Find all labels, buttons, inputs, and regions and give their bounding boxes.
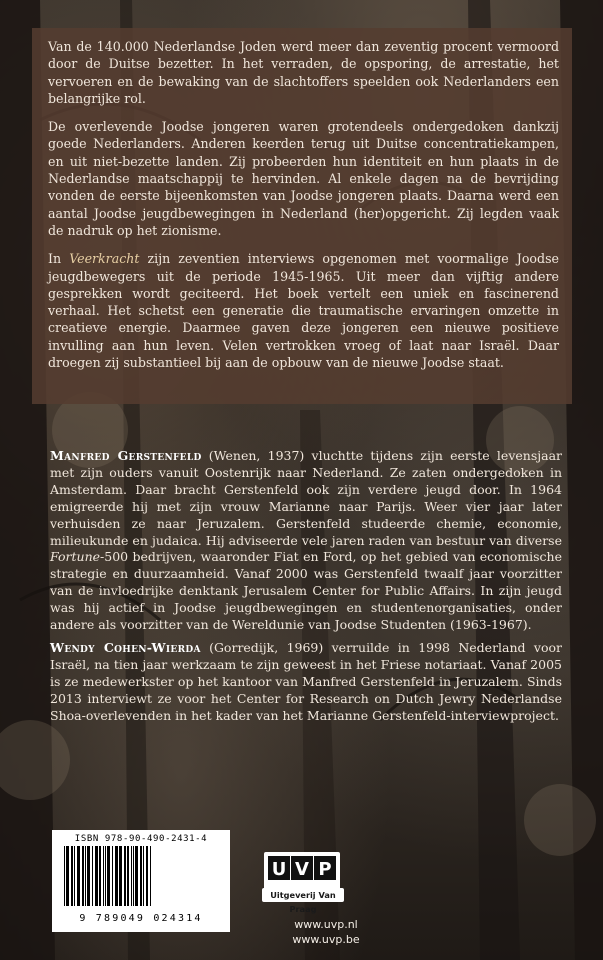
blurb-p3-prefix: In xyxy=(48,251,70,267)
author-bios xyxy=(50,448,562,731)
author-bio-1-text-b: -500 bedrijven, waaronder Fiat en Ford, op het gebied van economische strategie en duurzaamheid. Vanaf 2000 was Gerstenfeld twaalf jaar voorzitter van de invloedrijke denktank Jerusalem Center for Public Affairs. In zijn jeugd was hij actief in Joodse jeugdbewegingen en studentenorganisaties, onder andere als voorzitter van de Wereldunie van Joodse Studenten (1963-1967). xyxy=(50,549,562,633)
blurb-paragraph-2: De overlevende Joodse jongeren waren grotendeels ondergedoken dankzij goede Nederlanders. Anderen keerden terug uit Duitse concentratiekampen, en uit niet-bezette landen. Zij probeerden hun identiteit en hun plaats in de Nederlandse maatschappij te hervinden. Al enkele dagen na de bevrijding vonden de eerste bijeenkomsten van Joodse jongeren plaats. Daarna werd een aantal Joodse jeugdbewegingen in Nederland (her)opgericht. Zij legden vaak de nadruk op het zionisme. xyxy=(48,119,559,238)
author-bio-2 xyxy=(50,640,562,725)
barcode-bar xyxy=(77,846,80,906)
barcode-bar xyxy=(112,846,113,906)
barcode-bar xyxy=(95,846,98,906)
barcode-bar xyxy=(135,846,138,906)
isbn-label: ISBN 978-90-490-2431-4 xyxy=(74,834,208,844)
barcode-bar xyxy=(119,846,122,906)
url-nl[interactable]: www.uvp.nl xyxy=(294,918,358,931)
barcode-bar xyxy=(143,846,144,906)
barcode-bar xyxy=(131,846,132,906)
barcode-bar xyxy=(146,846,148,906)
barcode-bar xyxy=(82,846,84,906)
logo-letter-u: U xyxy=(271,859,287,880)
barcode-bar xyxy=(115,846,118,906)
barcode-bar xyxy=(150,846,151,906)
author-name-1: Manfred Gerstenfeld xyxy=(50,448,202,463)
barcode-bar xyxy=(107,846,110,906)
barcode-bar xyxy=(127,846,129,906)
blurb-paragraph-3 xyxy=(48,250,559,371)
blurb-p3-rest: zijn zeventien interviews opgenomen met voormalige Joodse jeugdbewegers uit de periode 1945-1965. Uit meer dan vijftig andere gesprekken wordt geciteerd. Het boek vertelt een uniek en fascinerend verhaal. Het schetst een generatie die traumatische ervaringen omzette in creatieve energie. Daarmee gaven deze jongeren een nieuwe positieve invulling aan hun leven. Velen vertrokken vroeg of laat naar Israël. Daar droegen zij substantieel bij aan de opbouw van de nieuwe Joodse staat. xyxy=(48,251,559,371)
logo-letter-v: V xyxy=(295,859,309,880)
barcode-digits: 9 789049 024314 xyxy=(79,913,203,924)
barcode-bar xyxy=(64,846,65,906)
barcode-bar xyxy=(133,846,134,906)
book-title: Veerkracht xyxy=(69,251,140,267)
author-bio-1-text-a: (Wenen, 1937) vluchtte tijdens zijn eerste levensjaar met zijn ouders vanuit Oostenrijk naar Nederland. Ze zaten ondergedoken in Amsterdam. Daar bracht Gerstenfeld ook zijn verdere jeugd door. In 1964 emigreerde hij met zijn vrouw Marianne naar Parijs. Weer vier jaar later verhuisden ze naar Jeruzalem. Gerstenfeld studeerde chemie, economie, milieukunde en judaica. Hij adviseerde vele jaren raden van bestuur van diverse xyxy=(50,448,563,548)
author-bio-1 xyxy=(50,448,562,634)
barcode-bar xyxy=(103,846,104,906)
publisher-name: Uitgeverij Van Praag xyxy=(262,888,344,902)
barcode-bar xyxy=(105,846,106,906)
barcode-bar xyxy=(71,846,73,906)
barcode-bar xyxy=(99,846,101,906)
barcode-bar xyxy=(74,846,75,906)
barcode-bar xyxy=(87,846,90,906)
blurb-panel xyxy=(32,28,572,404)
logo-letter-p: P xyxy=(318,859,332,880)
author-name-2: Wendy Cohen-Wierda xyxy=(50,639,201,655)
barcode-bars xyxy=(58,844,224,908)
barcode-bar xyxy=(124,846,126,906)
barcode-bar xyxy=(85,846,86,906)
barcode-bar xyxy=(140,846,142,906)
blurb-paragraph-1: Van de 140.000 Nederlandse Joden werd meer dan zeventig procent vermoord door de Duitse bezetter. In het verraden, de opsporing, de arrestatie, het vervoeren en de bewaking van de slachtoffers speelden ook Nederlanders een belangrijke rol. xyxy=(48,39,559,106)
author-bio-2-text: (Gorredijk, 1969) verruilde in 1998 Nederland voor Israël, na tien jaar werkzaam te zijn geweest in het Friese notariaat. Vanaf 2005 is ze medewerkster op het kantoor van Manfred Gerstenfeld in Jeruzalem. Sinds 2013 interviewt ze voor het Center for Research on Dutch Jewry Nederlandse Shoa-overlevenden in het kader van het Marianne Gerstenfeld-interviewproject. xyxy=(50,639,562,723)
isbn-barcode xyxy=(52,830,230,932)
barcode-bar xyxy=(92,846,93,906)
author-bio-1-italic: Fortune xyxy=(50,549,101,565)
url-be[interactable]: www.uvp.be xyxy=(292,933,360,946)
barcode-bar xyxy=(66,846,69,906)
publisher-urls xyxy=(276,917,376,947)
